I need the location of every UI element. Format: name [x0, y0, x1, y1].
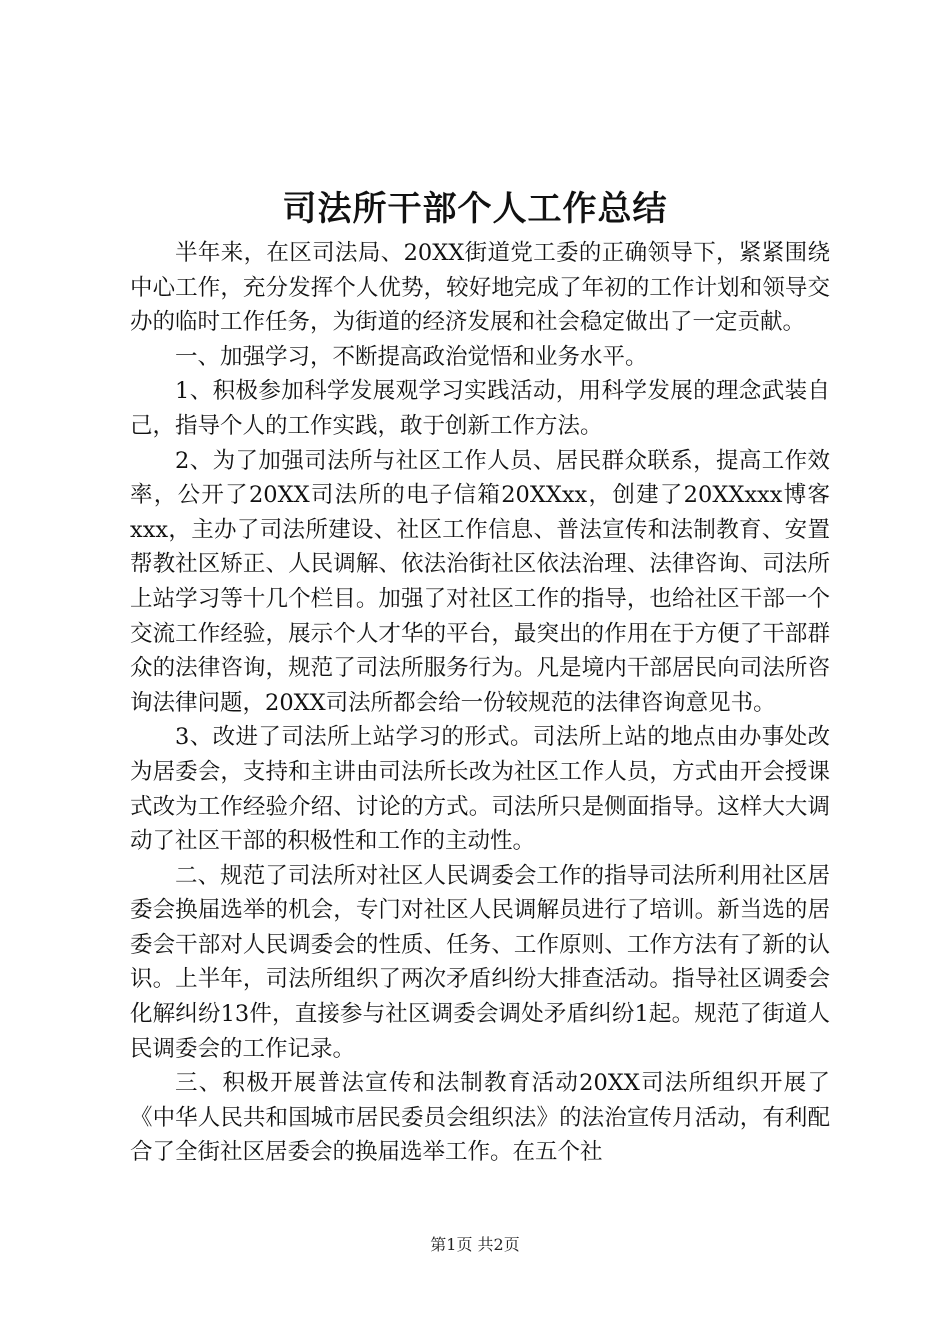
paragraph-item-1: 1、积极参加科学发展观学习实践活动，用科学发展的理念武装自己，指导个人的工作实践，敢于创新工作方法。	[130, 378, 830, 439]
paragraph-section-1-heading: 一、加强学习，不断提高政治觉悟和业务水平。	[175, 343, 648, 370]
paragraph-intro: 半年来，在区司法局、20XX街道党工委的正确领导下，紧紧围绕中心工作，充分发挥个人优势，较好地完成了年初的工作计划和领导交办的临时工作任务，为街道的经济发展和社会稳定做出了一定贡献。	[130, 240, 830, 336]
paragraph-item-3: 3、改进了司法所上站学习的形式。司法所上站的地点由办事处改为居委会，支持和主讲由司法所长改为社区工作人员，方式由开会授课式改为工作经验介绍、讨论的方式。司法所只是侧面指导。这样大大调动了社区干部的积极性和工作的主动性。	[130, 724, 830, 855]
paragraph-item-2: 2、为了加强司法所与社区工作人员、居民群众联系，提高工作效率，公开了20XX司法所的电子信箱20XXxx，创建了20XXxxx博客xxx，主办了司法所建设、社区工作信息、普法宣传和法制教育、安置帮教社区矫正、人民调解、依法治街社区依法治理、法律咨询、司法所上站学习等十几个栏目。加强了对社区工作的指导，也给社区干部一个交流工作经验，展示个人才华的平台，最突出的作用在于方便了干部群众的法律咨询，规范了司法所服务行为。凡是境内干部居民向司法所咨询法律问题，20XX司法所都会给一份较规范的法律咨询意见书。	[130, 447, 830, 716]
paragraph-section-3: 三、积极开展普法宣传和法制教育活动20XX司法所组织开展了《中华人民共和国城市居民委员会组织法》的法治宣传月活动，有利配合了全街社区居委会的换届选举工作。在五个社	[130, 1070, 830, 1166]
page-number-footer: 第1页 共2页	[430, 1235, 520, 1254]
document-title: 司法所干部个人工作总结	[282, 189, 668, 229]
document-body	[130, 236, 830, 1170]
paragraph-section-2: 二、规范了司法所对社区人民调委会工作的指导司法所利用社区居委会换届选举的机会，专门对社区人民调解员进行了培训。新当选的居委会干部对人民调委会的性质、任务、工作原则、工作方法有了新的认识。上半年，司法所组织了两次矛盾纠纷大排查活动。指导社区调委会化解纠纷13件，直接参与社区调委会调处矛盾纠纷1起。规范了街道人民调委会的工作记录。	[130, 862, 830, 1062]
